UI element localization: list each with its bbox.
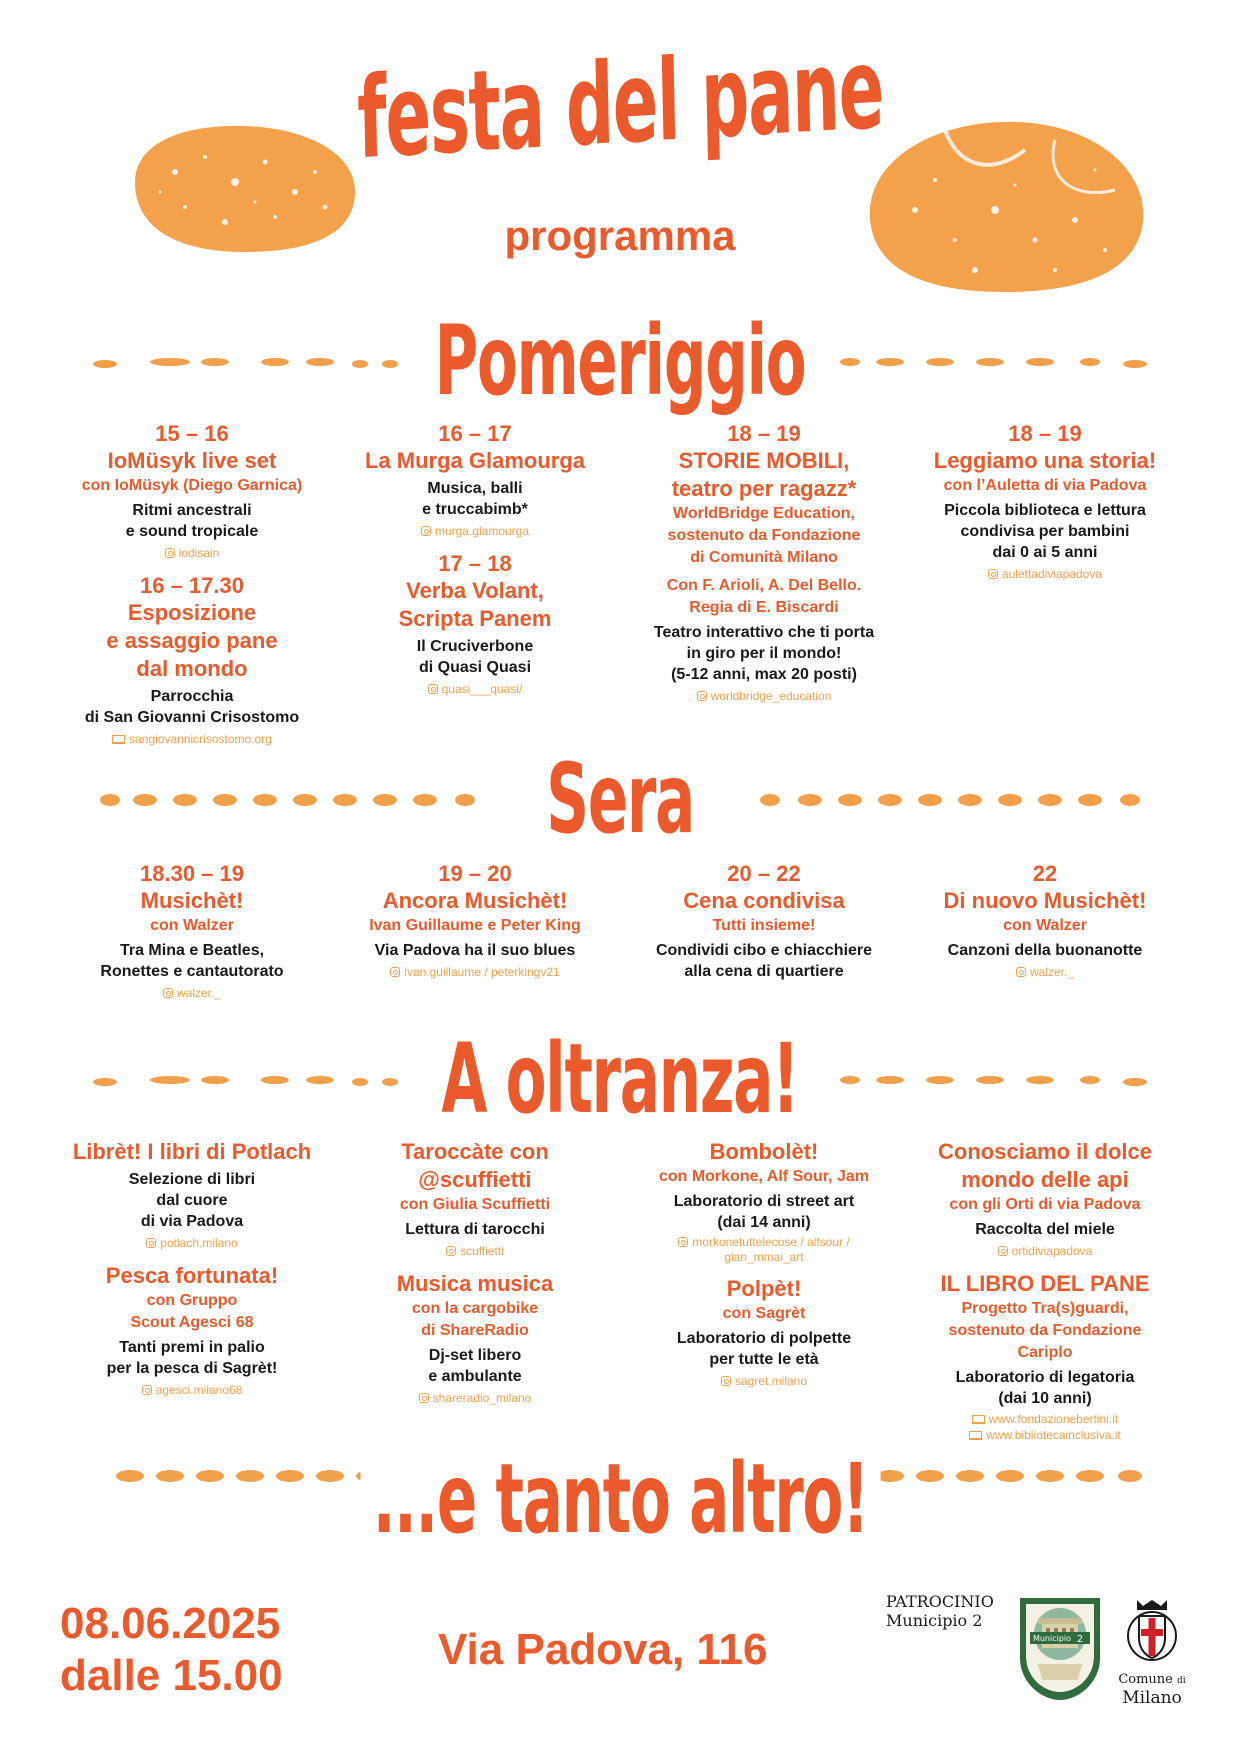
sera-column-4: [905, 860, 1185, 981]
event-title: Conosciamo il dolce mondo delle api: [938, 1139, 1152, 1192]
instagram-handle[interactable]: iodisain: [57, 544, 327, 562]
instagram-handle[interactable]: walzer._: [905, 963, 1185, 981]
patrocinio-label: PATROCINIO Municipio 2: [886, 1592, 994, 1630]
event-title: IoMüsyk live set: [107, 448, 277, 473]
sera-column-2: [340, 860, 610, 981]
instagram-handle[interactable]: walzer._: [57, 984, 327, 1002]
event-host: Progetto Tra(s)guardi, sostenuto da Fondazione Cariplo: [948, 1300, 1142, 1361]
instagram-handle[interactable]: potlach.milano: [57, 1234, 327, 1252]
instagram-handle[interactable]: scuffietti: [340, 1242, 610, 1260]
event-title: Verba Volant, Scripta Panem: [398, 578, 552, 631]
oltranza-column-4: [905, 1138, 1185, 1453]
instagram-icon: [421, 526, 431, 536]
event-start-time: dalle 15.00: [60, 1651, 283, 1700]
section-divider-sera: [0, 744, 1240, 854]
instagram-handle[interactable]: ortidiviapadova: [905, 1242, 1185, 1260]
event-bombolet: [624, 1138, 904, 1265]
website-link[interactable]: www.bibliotecainclusiva.it: [905, 1427, 1185, 1443]
website-link[interactable]: sangiovannicrisostomo.org: [57, 730, 327, 748]
event-title: Musica musica: [396, 1271, 554, 1296]
event-description: Lettura di tarocchi: [405, 1221, 545, 1238]
instagram-icon: [419, 1393, 429, 1403]
event-description: Raccolta del miele: [975, 1221, 1115, 1238]
oltranza-column-1: [57, 1138, 327, 1409]
event-title: Musichèt!: [140, 888, 244, 913]
section-title-sera: Sera: [534, 744, 707, 854]
instagram-icon: [163, 988, 173, 998]
event-description: Ritmi ancestrali e sound tropicale: [125, 502, 259, 540]
municipio-2-seal-icon: [1008, 1588, 1112, 1704]
section-title-finale: ...e tanto altro!: [360, 1444, 880, 1554]
event-api: [905, 1138, 1185, 1260]
event-description: Laboratorio di legatoria (dai 10 anni): [955, 1369, 1135, 1407]
event-musica-musica: [340, 1270, 610, 1407]
event-time: 17 – 18: [438, 551, 512, 576]
instagram-icon: [390, 967, 400, 977]
pomeriggio-column-4: [905, 420, 1185, 593]
laptop-icon: [972, 1415, 985, 1424]
event-storie-mobili: [624, 420, 904, 705]
laptop-icon: [112, 735, 125, 744]
event-description: Musica, balli e truccabimb*: [422, 480, 528, 518]
section-title-oltranza: A oltranza!: [429, 1024, 811, 1134]
event-address: Via Padova, 116: [438, 1625, 768, 1674]
event-time: 16 – 17: [438, 421, 512, 446]
event-description: Laboratorio di polpette per tutte le età: [676, 1330, 852, 1368]
instagram-icon: [697, 691, 707, 701]
event-title: La Murga Glamourga: [364, 448, 586, 473]
instagram-icon: [721, 1376, 731, 1386]
event-libro-del-pane: [905, 1270, 1185, 1443]
instagram-handle[interactable]: worldbridge_education: [624, 687, 904, 705]
page-title: festa del pane: [355, 23, 885, 185]
event-description: Selezione di libri dal cuore di via Padova: [128, 1171, 256, 1230]
svg-text:Municipio: Municipio: [1032, 1634, 1072, 1643]
event-title: IL LIBRO DEL PANE: [940, 1271, 1150, 1296]
event-description: Via Padova ha il suo blues: [374, 942, 576, 959]
event-host: con Walzer: [150, 917, 234, 934]
event-iomusyk: [57, 420, 327, 562]
section-divider-finale: [0, 1444, 1240, 1554]
instagram-icon: [678, 1237, 688, 1247]
instagram-handle[interactable]: agesci.milano68: [57, 1381, 327, 1399]
event-description: Dj-set libero e ambulante: [428, 1347, 522, 1385]
page-subtitle: programma: [504, 212, 736, 259]
oltranza-column-3: [624, 1138, 904, 1400]
event-time: 22: [1032, 861, 1058, 886]
instagram-icon: [446, 1246, 456, 1256]
event-date: 08.06.2025: [60, 1599, 281, 1648]
event-libret: [57, 1138, 327, 1252]
event-host: WorldBridge Education, sostenuto da Fondazione di Comunità Milano: [667, 505, 861, 566]
instagram-handle[interactable]: sagret.milano: [624, 1372, 904, 1390]
event-time: 19 – 20: [438, 861, 512, 886]
event-host: con Giulia Scuffietti: [399, 1196, 551, 1213]
instagram-icon: [1016, 967, 1026, 977]
event-title: Pesca fortunata!: [105, 1263, 279, 1288]
comune-di-milano-label: Comune di Milano: [1118, 1672, 1186, 1708]
event-description: Teatro interattivo che ti porta in giro per il mondo! (5-12 anni, max 20 posti): [653, 624, 875, 683]
instagram-icon: [988, 569, 998, 579]
pomeriggio-column-1: [57, 420, 327, 758]
instagram-icon: [165, 548, 175, 558]
comune-di-milano-coat-of-arms-icon: [1117, 1596, 1187, 1666]
event-murga-glamourga: [340, 420, 610, 540]
event-date-time: [60, 1598, 283, 1702]
section-title-pomeriggio: Pomeriggio: [422, 306, 818, 416]
event-description: Tra Mina e Beatles, Ronettes e cantautorato: [100, 942, 284, 980]
event-description: Laboratorio di street art (dai 14 anni): [673, 1193, 855, 1231]
event-host: con la cargobike di ShareRadio: [411, 1300, 539, 1339]
event-title: Di nuovo Musichèt!: [943, 888, 1147, 913]
event-host: con Sagrèt: [722, 1305, 806, 1322]
event-description: Parrocchia di San Giovanni Crisostomo: [84, 688, 300, 726]
event-title: Polpèt!: [726, 1276, 802, 1301]
pomeriggio-column-3: [624, 420, 904, 715]
section-divider-pomeriggio: [0, 306, 1240, 416]
section-divider-oltranza: [0, 1024, 1240, 1134]
event-time: 15 – 16: [155, 421, 229, 446]
event-credits: Con F. Arioli, A. Del Bello. Regia di E. Biscardi: [666, 577, 862, 616]
event-time: 18 – 19: [727, 421, 801, 446]
instagram-icon: [142, 1385, 152, 1395]
event-title: Librèt! I libri di Potlach: [72, 1139, 312, 1164]
event-title: Taroccàte con @scuffietti: [401, 1139, 549, 1192]
event-title: Leggiamo una storia!: [933, 448, 1157, 473]
instagram-handle[interactable]: ivan.guillaume / peterkingv21: [340, 963, 610, 981]
event-description: Canzoni della buonanotte: [947, 942, 1143, 959]
event-host: con IoMüsyk (Diego Garnica): [81, 477, 303, 494]
website-link[interactable]: www.fondazionebertini.it: [905, 1411, 1185, 1427]
event-time: 18.30 – 19: [140, 861, 244, 886]
event-description: Piccola biblioteca e lettura condivisa per bambini dai 0 ai 5 anni: [944, 502, 1146, 561]
event-description: Condividi cibo e chiacchiere alla cena di quartiere: [655, 942, 873, 980]
event-verba-volant: [340, 550, 610, 698]
instagram-handle[interactable]: morkonetuttelecose / alfsour / gian_mmai_art: [624, 1235, 904, 1265]
sera-column-3: [624, 860, 904, 982]
event-title: STORIE MOBILI, teatro per ragazz*: [671, 448, 857, 501]
event-host: con Morkone, Alf Sour, Jam: [658, 1168, 870, 1185]
event-host: Tutti insieme!: [712, 917, 816, 934]
instagram-handle[interactable]: shareradio_milano: [340, 1389, 610, 1407]
pomeriggio-column-2: [340, 420, 610, 708]
event-title: Bombolèt!: [709, 1139, 819, 1164]
event-leggiamo-storia: [905, 420, 1185, 583]
event-taroccate: [340, 1138, 610, 1260]
event-time: 16 – 17.30: [140, 573, 244, 598]
event-host: con l’Auletta di via Padova: [943, 477, 1147, 494]
laptop-icon: [969, 1431, 982, 1440]
instagram-handle[interactable]: murga.glamourga: [340, 522, 610, 540]
sera-column-1: [57, 860, 327, 1002]
event-polpet: [624, 1275, 904, 1390]
event-host: con Walzer: [1003, 917, 1087, 934]
event-description: Il Cruciverbone di Quasi Quasi: [416, 638, 534, 676]
event-title: Ancora Musichèt!: [382, 888, 568, 913]
instagram-icon: [998, 1246, 1008, 1256]
event-host: con Gruppo Scout Agesci 68: [130, 1292, 254, 1331]
instagram-handle[interactable]: quasi___quasi/: [340, 680, 610, 698]
event-esposizione-pane: [57, 572, 327, 748]
event-title: Cena condivisa: [683, 888, 845, 913]
instagram-handle[interactable]: aulettadiviapadova: [905, 565, 1185, 583]
event-description: Tanti premi in palio per la pesca di Sagrèt!: [106, 1339, 278, 1377]
oltranza-column-2: [340, 1138, 610, 1417]
event-title: Esposizione e assaggio pane dal mondo: [106, 600, 278, 681]
event-host: Ivan Guillaume e Peter King: [369, 917, 581, 934]
event-time: 18 – 19: [1008, 421, 1082, 446]
instagram-icon: [428, 684, 438, 694]
instagram-icon: [146, 1238, 156, 1248]
svg-text:2: 2: [1076, 1634, 1084, 1645]
event-pesca-fortunata: [57, 1262, 327, 1399]
event-time: 20 – 22: [727, 861, 801, 886]
event-host: con gli Orti di via Padova: [949, 1196, 1141, 1213]
